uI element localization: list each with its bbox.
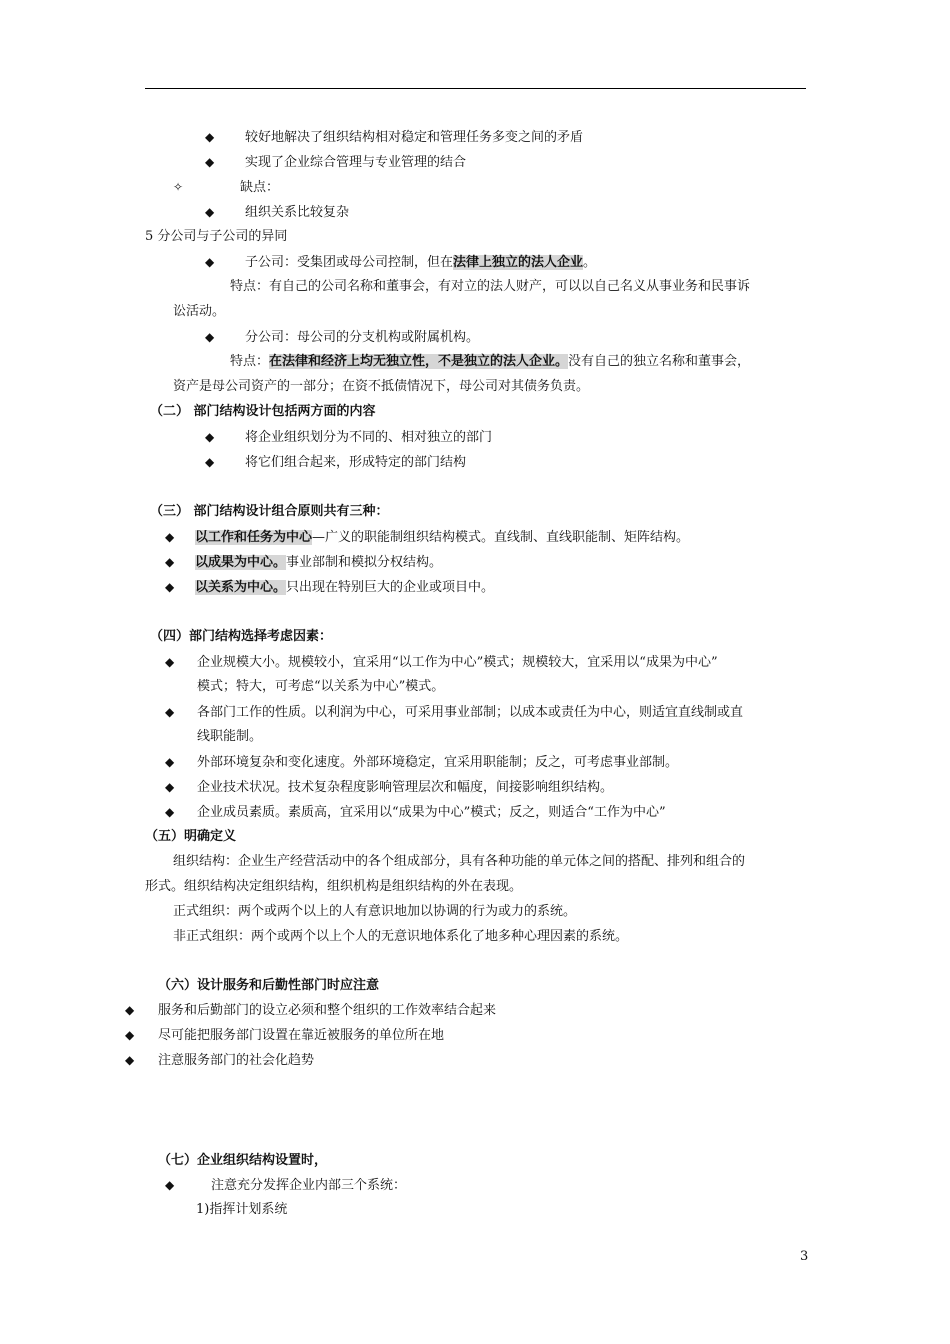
- paragraph-line: 正式组织：两个或两个以上的人有意识地加以协调的行为或力的系统。: [173, 904, 577, 919]
- section-title: （六）设计服务和后勤性部门时应注意: [158, 978, 380, 993]
- highlighted-text: 以成果为中心。: [195, 555, 287, 570]
- list-item: ◆ 分公司：母公司的分支机构或附属机构。: [205, 330, 480, 345]
- section-title: （七）企业组织结构设置时，: [158, 1153, 328, 1168]
- paragraph-line: 组织结构：企业生产经营活动中的各个组成部分，具有各种功能的单元体之间的搭配、排列和组合的: [173, 854, 746, 869]
- paragraph-line: 资产是母公司资产的一部分；在资不抵债情况下，母公司对其债务负责。: [173, 379, 590, 394]
- paragraph-line: 线职能制。: [197, 729, 263, 744]
- page-number: 3: [800, 1249, 809, 1264]
- list-item: ◆ 组织关系比较复杂: [205, 205, 350, 220]
- list-item: ◆ 较好地解决了组织结构相对稳定和管理任务多变之间的矛盾: [205, 130, 584, 145]
- paragraph-line: 1)指挥计划系统: [196, 1202, 288, 1217]
- highlighted-text: 以关系为中心。: [195, 580, 287, 595]
- list-item: ◆ 将它们组合起来，形成特定的部门结构: [205, 455, 467, 470]
- paragraph-line: 形式。组织结构决定组织结构，组织机构是组织结构的外在表现。: [145, 879, 523, 894]
- section-title: （四）部门结构选择考虑因素：: [150, 629, 333, 644]
- list-item: ◆ 子公司：受集团或母公司控制，但在法律上独立的法人企业。: [205, 255, 597, 270]
- list-item: ◆ 尽可能把服务部门设置在靠近被服务的单位所在地: [125, 1028, 445, 1043]
- section-title: （二） 部门结构设计包括两方面的内容: [150, 404, 376, 419]
- list-item: ◆ 企业成员素质。素质高，宜采用以“成果为中心”模式；反之，则适合“工作为中心”: [165, 805, 666, 820]
- list-item: ◆ 以关系为中心。只出现在特别巨大的企业或项目中。: [165, 580, 495, 595]
- header-rule: [145, 88, 806, 89]
- list-item: ◆ 各部门工作的性质。以利润为中心，可采用事业部制；以成本或责任为中心，则适宜直线制或直: [165, 705, 744, 720]
- section-title: 5 分公司与子公司的异同: [145, 229, 288, 244]
- highlighted-text: 在法律和经济上均无独立性，不是独立的法人企业。: [269, 354, 569, 369]
- list-item: ◆ 服务和后勤部门的设立必须和整个组织的工作效率结合起来: [125, 1003, 497, 1018]
- paragraph-line: 特点：有自己的公司名称和董事会，有对立的法人财产，可以以自己名义从事业务和民事诉: [230, 279, 751, 294]
- list-item: ◆ 注意服务部门的社会化趋势: [125, 1053, 315, 1068]
- paragraph-line: 模式；特大，可考虑“以关系为中心”模式。: [197, 679, 445, 694]
- section-title: （三） 部门结构设计组合原则共有三种：: [150, 504, 389, 519]
- list-item: ◆ 实现了企业综合管理与专业管理的结合: [205, 155, 467, 170]
- list-item: ◆ 以工作和任务为中心—广义的职能制组织结构模式。直线制、直线职能制、矩阵结构。: [165, 530, 690, 545]
- list-item: ✧ 缺点：: [173, 180, 280, 195]
- paragraph-line: 特点：在法律和经济上均无独立性，不是独立的法人企业。没有自己的独立名称和董事会，: [230, 354, 751, 369]
- list-item: ◆ 注意充分发挥企业内部三个系统：: [165, 1178, 407, 1193]
- list-item: ◆ 企业技术状况。技术复杂程度影响管理层次和幅度，间接影响组织结构。: [165, 780, 614, 795]
- list-item: ◆ 外部环境复杂和变化速度。外部环境稳定，宜采用职能制；反之，可考虑事业部制。: [165, 755, 679, 770]
- list-item: ◆ 企业规模大小。规模较小，宜采用“以工作为中心”模式；规模较大，宜采用以“成果为中心”: [165, 655, 718, 670]
- highlighted-text: 以工作和任务为中心: [195, 530, 313, 545]
- section-title: （五）明确定义: [145, 829, 237, 844]
- paragraph-line: 非正式组织：两个或两个以上个人的无意识地体系化了地多种心理因素的系统。: [173, 929, 629, 944]
- paragraph-line: 讼活动。: [173, 304, 226, 319]
- list-item: ◆ 将企业组织划分为不同的、相对独立的部门: [205, 430, 493, 445]
- highlighted-text: 法律上独立的法人企业: [453, 255, 584, 270]
- list-item: ◆ 以成果为中心。事业部制和模拟分权结构。: [165, 555, 443, 570]
